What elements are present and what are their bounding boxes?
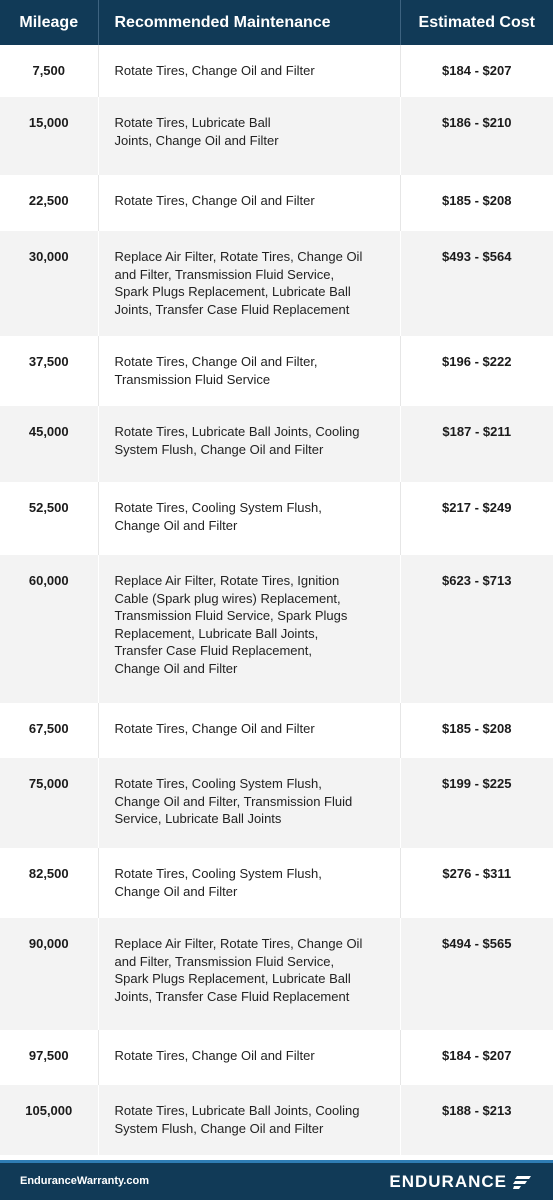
maintenance-cell xyxy=(98,918,400,1030)
cost-cell: $493 - $564 xyxy=(400,231,553,336)
maintenance-line: Replace Air Filter, Rotate Tires, Change Oil xyxy=(114,249,363,264)
maintenance-line: Rotate Tires, Cooling System Flush, xyxy=(114,776,322,791)
mileage-cell: 22,500 xyxy=(0,175,98,231)
maintenance-line: Rotate Tires, Lubricate Ball Joints, Cooling xyxy=(114,424,360,439)
maintenance-cell xyxy=(98,97,400,175)
maintenance-line: System Flush, Change Oil and Filter xyxy=(114,1120,324,1136)
maintenance-line: Joints, Transfer Case Fluid Replacement xyxy=(114,988,350,1004)
table-row xyxy=(0,482,553,555)
maintenance-cell xyxy=(98,482,400,555)
table-row xyxy=(0,703,553,758)
maintenance-cell xyxy=(98,1085,400,1155)
cost-cell: $494 - $565 xyxy=(400,918,553,1030)
mileage-cell: 75,000 xyxy=(0,758,98,848)
footer-site-url: EnduranceWarranty.com xyxy=(20,1175,149,1187)
cost-cell: $185 - $208 xyxy=(400,175,553,231)
maintenance-cell xyxy=(98,1030,400,1085)
maintenance-line: Service, Lubricate Ball Joints xyxy=(114,811,282,826)
maintenance-line: Joints, Change Oil and Filter xyxy=(114,132,279,148)
footer-brand-logo xyxy=(389,1163,531,1200)
maintenance-line: Change Oil and Filter, Transmission Fluid xyxy=(114,793,353,809)
mileage-cell: 45,000 xyxy=(0,406,98,482)
header-mileage: Mileage xyxy=(0,0,98,45)
cost-cell: $184 - $207 xyxy=(400,45,553,97)
mileage-cell: 15,000 xyxy=(0,97,98,175)
maintenance-line: Joints, Transfer Case Fluid Replacement xyxy=(114,301,350,317)
maintenance-line: System Flush, Change Oil and Filter xyxy=(114,441,324,457)
cost-cell: $184 - $207 xyxy=(400,1030,553,1085)
mileage-cell: 30,000 xyxy=(0,231,98,336)
maintenance-line: Change Oil and Filter xyxy=(114,883,238,899)
maintenance-line: Rotate Tires, Change Oil and Filter xyxy=(114,63,315,78)
maintenance-line: Change Oil and Filter xyxy=(114,660,238,676)
cost-cell: $185 - $208 xyxy=(400,703,553,758)
cost-cell: $196 - $222 xyxy=(400,336,553,406)
maintenance-line: Rotate Tires, Change Oil and Filter xyxy=(114,721,315,736)
cost-cell: $199 - $225 xyxy=(400,758,553,848)
mileage-cell: 82,500 xyxy=(0,848,98,918)
table-row xyxy=(0,555,553,703)
endurance-flag-icon xyxy=(513,1175,531,1189)
maintenance-line: Replace Air Filter, Rotate Tires, Ignition xyxy=(114,573,340,588)
table-row xyxy=(0,1030,553,1085)
table-row xyxy=(0,231,553,336)
maintenance-line: Spark Plugs Replacement, Lubricate Ball xyxy=(114,971,351,986)
maintenance-line: Spark Plugs Replacement, Lubricate Ball xyxy=(114,284,351,299)
maintenance-cell xyxy=(98,758,400,848)
mileage-cell: 90,000 xyxy=(0,918,98,1030)
maintenance-cell xyxy=(98,703,400,758)
table-row xyxy=(0,406,553,482)
mileage-cell: 67,500 xyxy=(0,703,98,758)
maintenance-line: Cable (Spark plug wires) Replacement, xyxy=(114,590,341,606)
header-cost: Estimated Cost xyxy=(400,0,553,45)
maintenance-line: Replace Air Filter, Rotate Tires, Change Oil xyxy=(114,936,363,951)
maintenance-line: Transfer Case Fluid Replacement, xyxy=(114,643,312,658)
table-row xyxy=(0,918,553,1030)
maintenance-cell xyxy=(98,175,400,231)
maintenance-line: Transmission Fluid Service, Spark Plugs xyxy=(114,608,348,623)
maintenance-cell xyxy=(98,406,400,482)
maintenance-line: Rotate Tires, Change Oil and Filter xyxy=(114,193,315,208)
table-row xyxy=(0,336,553,406)
maintenance-cell xyxy=(98,555,400,703)
cost-cell: $217 - $249 xyxy=(400,482,553,555)
maintenance-line: Change Oil and Filter xyxy=(114,517,238,533)
table-row xyxy=(0,848,553,918)
maintenance-cell xyxy=(98,336,400,406)
header-row xyxy=(0,0,553,45)
maintenance-line: Transmission Fluid Service xyxy=(114,371,271,387)
maintenance-line: and Filter, Transmission Fluid Service, xyxy=(114,953,335,969)
table-row xyxy=(0,1085,553,1155)
brand-name: ENDURANCE xyxy=(389,1171,507,1191)
maintenance-line: Rotate Tires, Change Oil and Filter, xyxy=(114,354,318,369)
table-header xyxy=(0,0,553,45)
footer-bar xyxy=(0,1160,553,1200)
maintenance-cell xyxy=(98,45,400,97)
mileage-cell: 97,500 xyxy=(0,1030,98,1085)
maintenance-line: Rotate Tires, Change Oil and Filter xyxy=(114,1048,315,1063)
mileage-cell: 37,500 xyxy=(0,336,98,406)
header-maintenance: Recommended Maintenance xyxy=(98,0,400,45)
table-row xyxy=(0,97,553,175)
maintenance-cell xyxy=(98,231,400,336)
cost-cell: $276 - $311 xyxy=(400,848,553,918)
maintenance-line: Rotate Tires, Cooling System Flush, xyxy=(114,500,322,515)
maintenance-line: and Filter, Transmission Fluid Service, xyxy=(114,266,335,282)
cost-cell: $188 - $213 xyxy=(400,1085,553,1155)
maintenance-line: Rotate Tires, Lubricate Ball Joints, Cooling xyxy=(114,1103,360,1118)
maintenance-line: Rotate Tires, Lubricate Ball xyxy=(114,115,271,130)
cost-cell: $623 - $713 xyxy=(400,555,553,703)
cost-cell: $186 - $210 xyxy=(400,97,553,175)
mileage-cell: 105,000 xyxy=(0,1085,98,1155)
cost-cell: $187 - $211 xyxy=(400,406,553,482)
maintenance-line: Rotate Tires, Cooling System Flush, xyxy=(114,866,322,881)
maintenance-cell xyxy=(98,848,400,918)
table-row xyxy=(0,45,553,97)
maintenance-line: Replacement, Lubricate Ball Joints, xyxy=(114,625,319,641)
table-row xyxy=(0,175,553,231)
mileage-cell: 52,500 xyxy=(0,482,98,555)
mileage-cell: 60,000 xyxy=(0,555,98,703)
mileage-cell: 7,500 xyxy=(0,45,98,97)
table-body xyxy=(0,45,553,1155)
table-row xyxy=(0,758,553,848)
